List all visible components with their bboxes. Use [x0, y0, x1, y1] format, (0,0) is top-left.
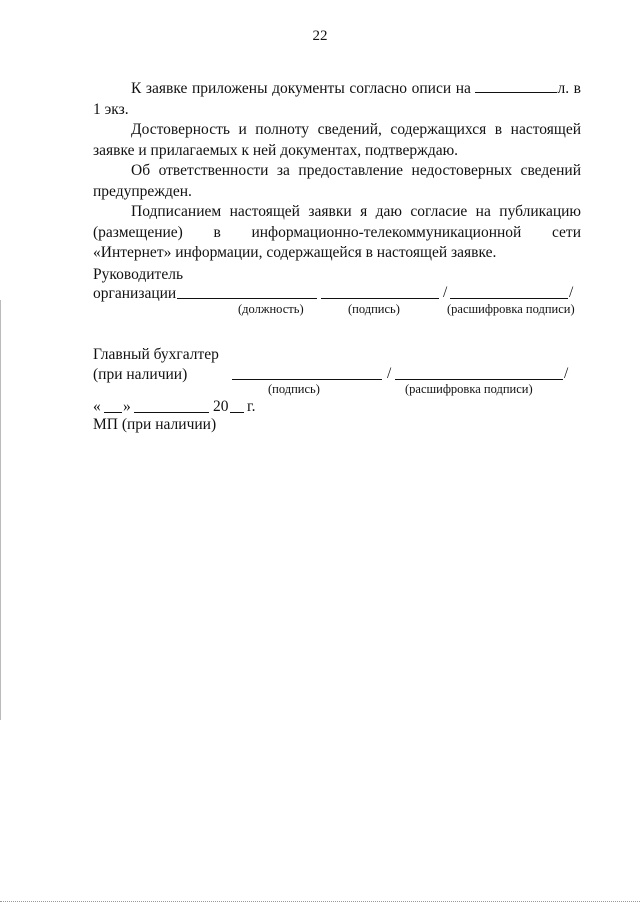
consent-paragraph: Подписанием настоящей заявки я даю согласие на публикацию (размещение) в информационно-телекоммуникационной сети «Интернет» информации, содержащейся в настоящей заявке.	[93, 203, 581, 261]
director-label: Руководитель	[93, 266, 184, 283]
confirmation-paragraph: Достоверность и полноту сведений, содержащихся в настоящей заявке и прилагаемых к ней документах, подтверждаю.	[93, 121, 581, 159]
attachments-tail-text: л. в 1 экз.	[93, 80, 581, 118]
date-month-line[interactable]	[134, 412, 209, 413]
stamp-label: МП (при наличии)	[93, 416, 217, 433]
document-body	[93, 79, 581, 264]
accountant-caption-name-decoding: (расшифровка подписи)	[405, 382, 533, 396]
accountant-caption-signature: (подпись)	[268, 382, 320, 396]
caption-position: (должность)	[238, 302, 304, 316]
caption-name-decoding: (расшифровка подписи)	[447, 302, 575, 316]
director-slash-right: /	[569, 284, 574, 301]
director-position-line[interactable]	[177, 298, 317, 299]
date-open-quote: «	[93, 398, 101, 415]
date-day-line[interactable]	[104, 412, 122, 413]
director-name-line[interactable]	[450, 298, 568, 299]
date-year-suffix: г.	[247, 398, 256, 415]
accountant-name-line[interactable]	[395, 379, 563, 380]
date-year-prefix: 20	[213, 398, 229, 415]
scan-bottom-rule	[0, 901, 640, 902]
accountant-slash-right: /	[564, 365, 569, 382]
date-close-quote: »	[123, 398, 131, 415]
date-year-line[interactable]	[230, 412, 244, 413]
director-signature-line[interactable]	[321, 298, 439, 299]
sheet-count-blank[interactable]	[475, 79, 557, 93]
attachments-text: К заявке приложены документы согласно описи на	[131, 80, 471, 97]
caption-signature: (подпись)	[348, 302, 400, 316]
chief-accountant-label: Главный бухгалтер	[93, 346, 219, 363]
page-number: 22	[312, 28, 328, 44]
accountant-slash-left: /	[387, 365, 392, 382]
liability-paragraph: Об ответственности за предоставление недостоверных сведений предупрежден.	[93, 162, 581, 200]
attachments-paragraph	[93, 79, 581, 120]
organization-label: организации	[93, 285, 177, 302]
scan-edge-mark	[0, 300, 1, 720]
accountant-signature-line[interactable]	[232, 379, 382, 380]
director-slash-left: /	[443, 284, 448, 301]
if-available-label: (при наличии)	[93, 366, 188, 383]
